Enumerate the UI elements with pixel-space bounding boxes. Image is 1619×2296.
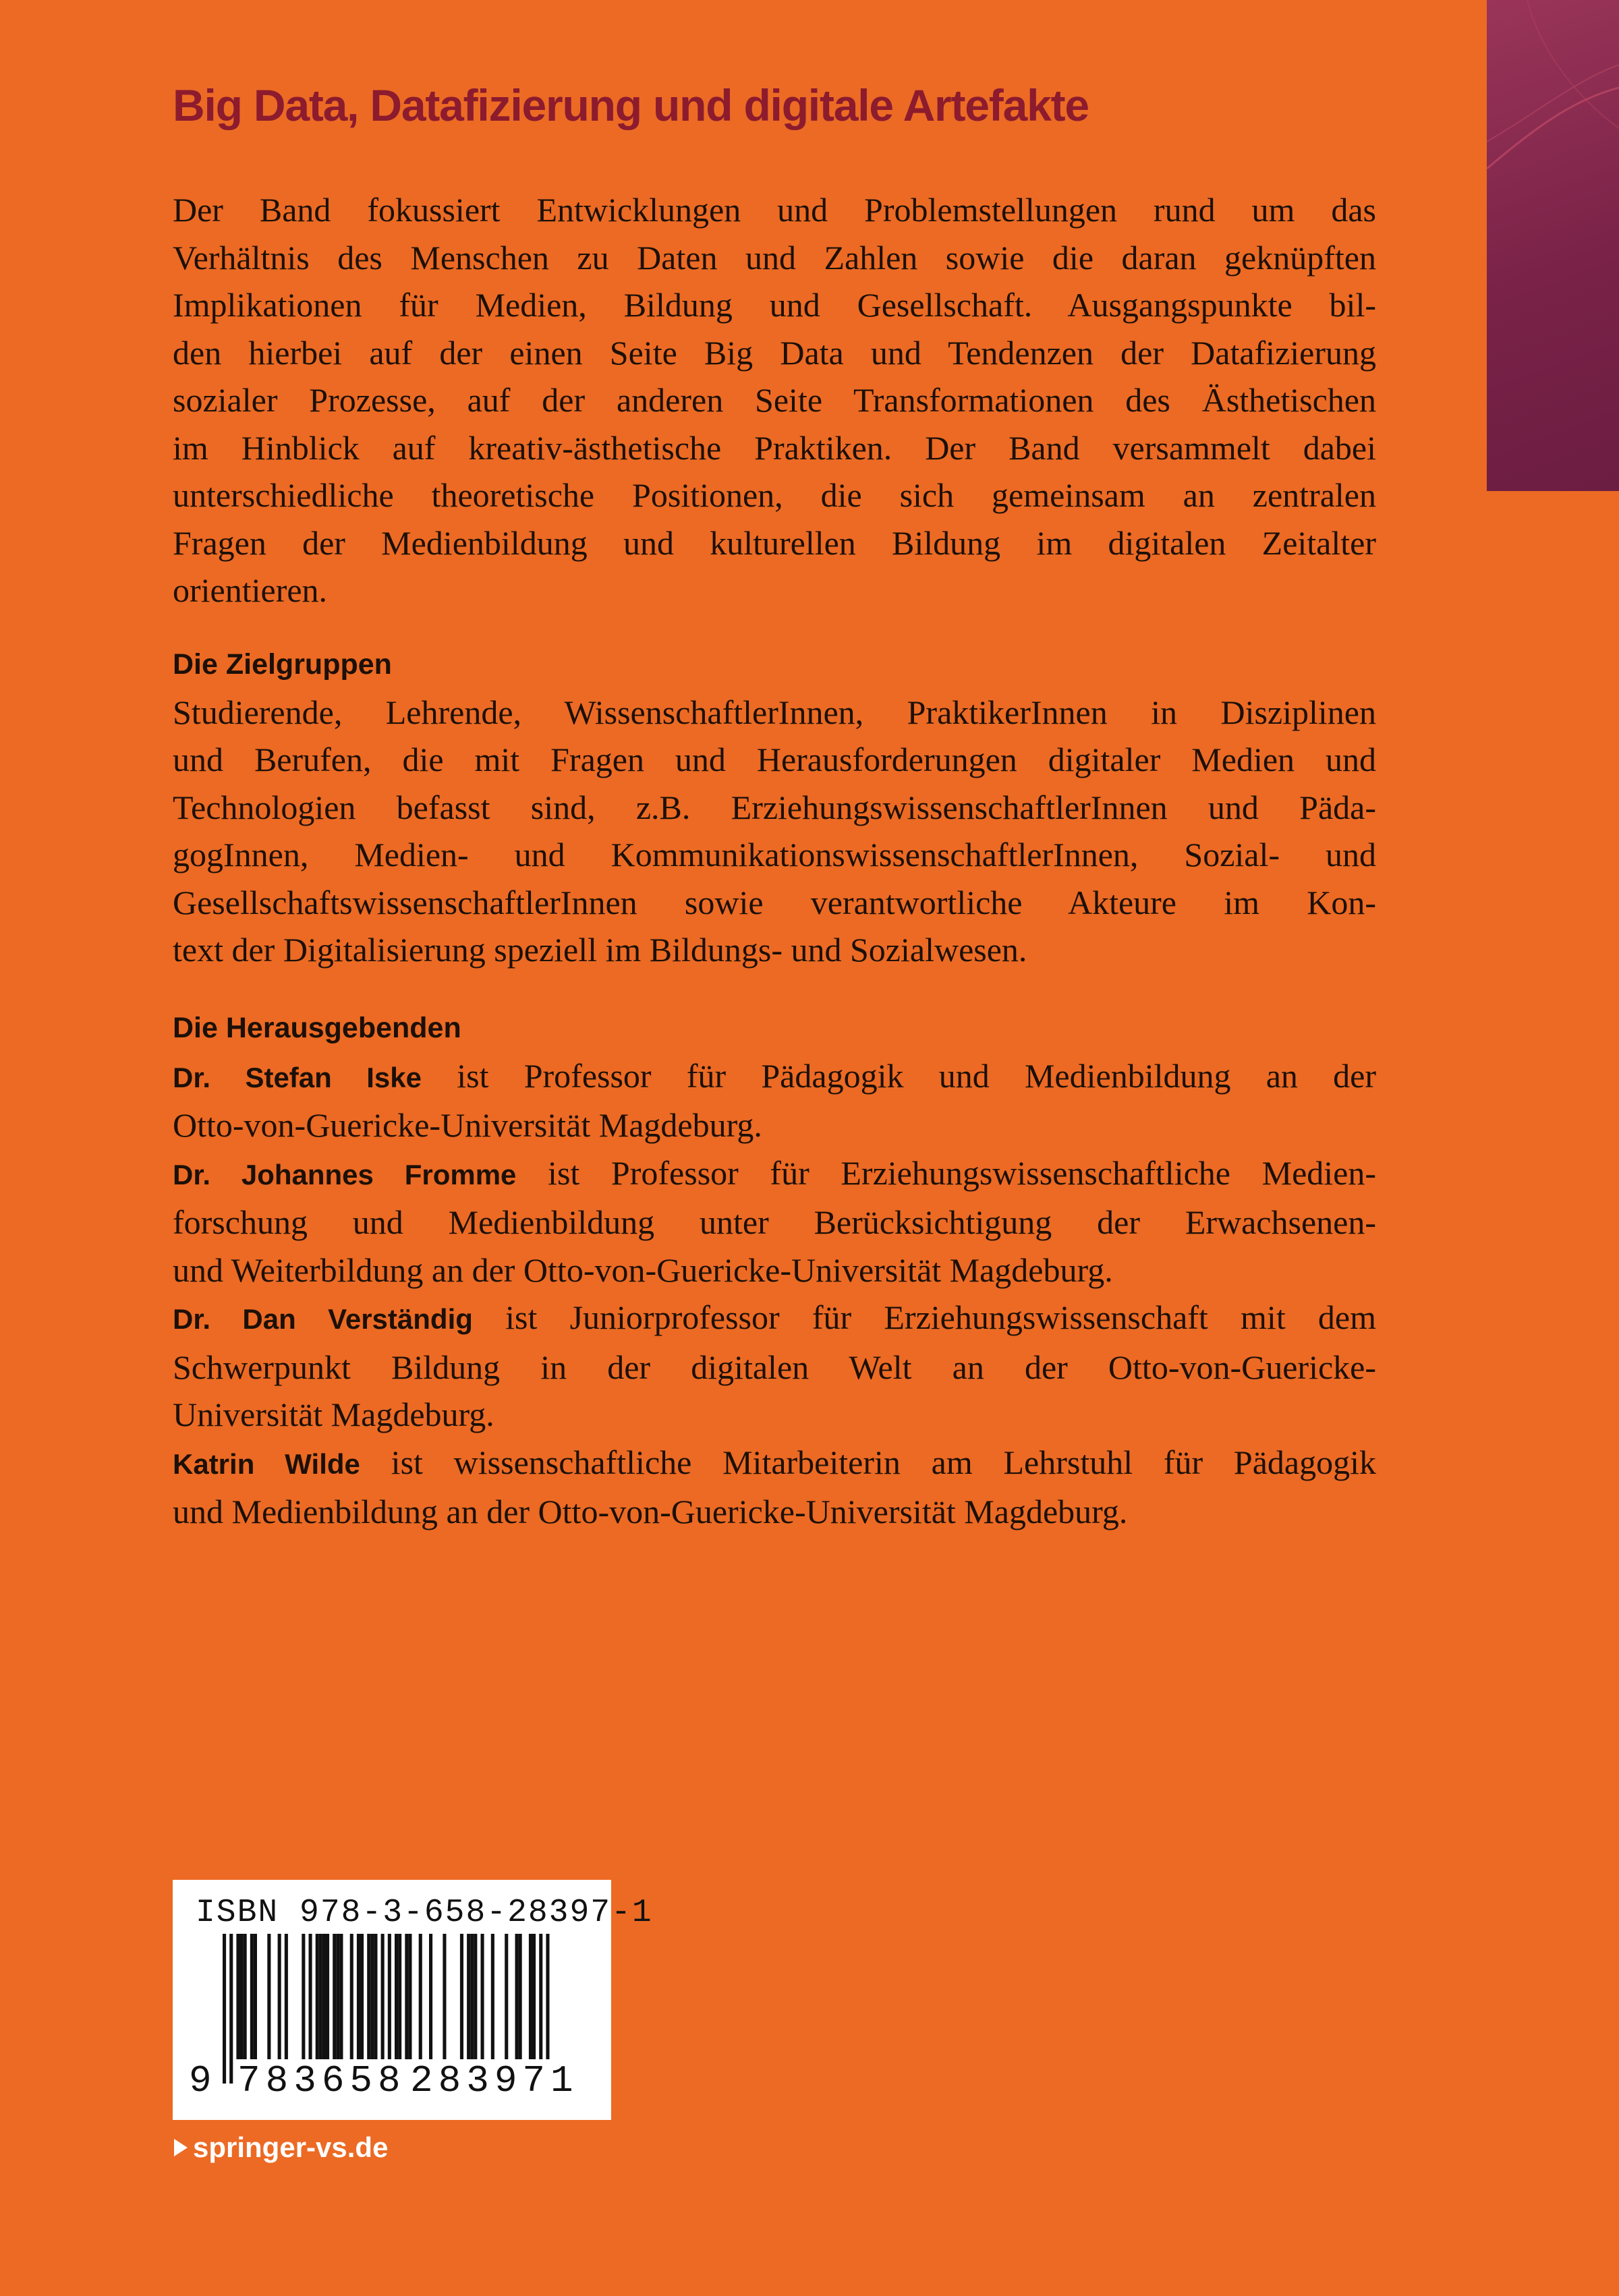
target-groups-line: und Berufen, die mit Fragen und Herausforderungen digitaler Medien und xyxy=(173,741,1376,778)
barcode-bar xyxy=(333,1934,336,2059)
barcode-bar xyxy=(240,1934,244,2059)
book-title: Big Data, Datafizierung und digitale Artefakte xyxy=(173,80,1089,130)
barcode-bar xyxy=(481,1934,484,2059)
barcode-bar xyxy=(339,1934,343,2059)
barcode-bar xyxy=(244,1934,247,2059)
barcode-bar xyxy=(316,1934,319,2059)
editor-bio xyxy=(173,1294,1376,1439)
barcode-bar xyxy=(350,1934,353,2059)
barcode-bar xyxy=(322,1934,326,2059)
barcode-bar xyxy=(395,1934,398,2059)
editor-bio-line: und Weiterbildung an der Otto-von-Guericke-Universität Magdeburg. xyxy=(173,1251,1113,1289)
barcode-bar xyxy=(519,1934,522,2059)
editor-bio-line: ist wissenschaftliche Mitarbeiterin am Lehrstuhl für Pädagogik xyxy=(391,1443,1377,1481)
barcode-bar xyxy=(302,1934,305,2059)
barcode-bar xyxy=(285,1934,288,2059)
editor-name: Dr. Stefan Iske xyxy=(173,1061,422,1093)
barcode-bar xyxy=(443,1934,446,2059)
barcode-bar xyxy=(474,1934,477,2059)
barcode-digits-right: 283971 xyxy=(410,2059,579,2102)
target-groups-section xyxy=(173,645,1376,974)
target-groups-line: gogInnen, Medien- und KommunikationswissenschaftlerInnen, Sozial- und xyxy=(173,836,1376,873)
back-cover-text xyxy=(173,186,1376,1536)
barcode-bar xyxy=(250,1934,254,2059)
description-line: den hierbei auf der einen Seite Big Data und Tendenzen der Datafizierung xyxy=(173,333,1376,372)
barcode-bar xyxy=(357,1934,360,2059)
editor-bio-line: ist Professor für Pädagogik und Medienbildung an der xyxy=(457,1056,1377,1095)
barcode-bar xyxy=(229,1934,233,2084)
target-groups-line: Technologien befasst sind, z.B. ErziehungswissenschaftlerInnen und Päda- xyxy=(173,788,1376,826)
barcode-bar xyxy=(515,1934,519,2059)
barcode-bar xyxy=(470,1934,474,2059)
barcode-bar xyxy=(532,1934,536,2059)
editor-bio xyxy=(173,1052,1376,1149)
barcode-bar xyxy=(408,1934,411,2059)
barcode-digit-first: 9 xyxy=(189,2059,212,2102)
barcode-bar xyxy=(319,1934,322,2059)
editor-bio xyxy=(173,1149,1376,1294)
barcode-bar xyxy=(367,1934,370,2059)
description-line: orientieren. xyxy=(173,571,328,609)
editor-bio-line: Otto-von-Guericke-Universität Magdeburg. xyxy=(173,1106,762,1144)
barcode-bar xyxy=(360,1934,364,2059)
barcode-bar xyxy=(267,1934,271,2059)
target-groups-heading: Die Zielgruppen xyxy=(173,648,392,681)
barcode-bar xyxy=(278,1934,281,2059)
website-label: springer-vs.de xyxy=(193,2131,389,2163)
barcode-bar xyxy=(529,1934,532,2059)
barcode-bar xyxy=(419,1934,422,2059)
barcode-bar xyxy=(374,1934,377,2059)
barcode-bar xyxy=(505,1934,508,2059)
editor-bio-line: Universität Magdeburg. xyxy=(173,1396,494,1433)
description-line: sozialer Prozesse, auf der anderen Seite Transformationen des Ästhetischen xyxy=(173,381,1376,419)
editor-name: Dr. Dan Verständig xyxy=(173,1303,473,1335)
editors-heading: Die Herausgebenden xyxy=(173,1011,461,1044)
editors-section xyxy=(173,1009,1376,1536)
editor-bio-line: ist Juniorprofessor für Erziehungswissenschaft mit dem xyxy=(505,1298,1377,1336)
barcode-bar xyxy=(336,1934,339,2059)
barcode-bar xyxy=(429,1934,432,2059)
editor-bio xyxy=(173,1439,1376,1536)
barcode-bar xyxy=(370,1934,374,2059)
description xyxy=(173,186,1376,614)
editor-name: Katrin Wilde xyxy=(173,1447,360,1480)
description-line: Verhältnis des Menschen zu Daten und Zahlen sowie die daran geknüpften xyxy=(173,238,1376,277)
barcode-bar xyxy=(254,1934,257,2059)
corner-decoration xyxy=(1487,0,1619,491)
barcode-bar xyxy=(467,1934,470,2059)
isbn-barcode xyxy=(173,1880,653,2120)
arrow-right-icon xyxy=(174,2139,188,2156)
barcode-bar xyxy=(309,1934,312,2059)
barcode-bar xyxy=(460,1934,463,2059)
editor-bio-line: Schwerpunkt Bildung in der digitalen Welt an der Otto-von-Guericke- xyxy=(173,1348,1376,1386)
barcode-bar xyxy=(405,1934,408,2059)
barcode-bar xyxy=(398,1934,401,2059)
barcode-bar xyxy=(236,1934,239,2059)
barcode-digits-left: 783658 xyxy=(237,2059,406,2102)
editor-bio-line: forschung und Medienbildung unter Berücksichtigung der Erwachsenen- xyxy=(173,1203,1376,1241)
description-line: Implikationen für Medien, Bildung und Gesellschaft. Ausgangspunkte bil- xyxy=(173,286,1376,324)
isbn-label: ISBN 978-3-658-28397-1 xyxy=(196,1895,653,1931)
editor-bio-line: ist Professor für Erziehungswissenschaftliche Medien- xyxy=(548,1153,1376,1192)
description-line: Fragen der Medienbildung und kulturellen Bildung im digitalen Zeitalter xyxy=(173,523,1376,562)
barcode-bar xyxy=(491,1934,494,2059)
target-groups-line: Studierende, Lehrende, WissenschaftlerInnen, PraktikerInnen in Disziplinen xyxy=(173,693,1376,731)
publisher-website[interactable] xyxy=(174,2131,388,2164)
editor-name: Dr. Johannes Fromme xyxy=(173,1158,517,1190)
description-line: Der Band fokussiert Entwicklungen und Problemstellungen rund um das xyxy=(173,191,1376,229)
description-line: unterschiedliche theoretische Positionen, die sich gemeinsam an zentralen xyxy=(173,476,1376,514)
target-groups-line: GesellschaftswissenschaftlerInnen sowie verantwortliche Akteure im Kon- xyxy=(173,883,1376,921)
barcode-bar xyxy=(223,1934,226,2084)
target-groups-line: text der Digitalisierung speziell im Bildungs- und Sozialwesen. xyxy=(173,931,1027,969)
editor-bio-line: und Medienbildung an der Otto-von-Guericke-Universität Magdeburg. xyxy=(173,1493,1128,1530)
description-line: im Hinblick auf kreativ-ästhetische Praktiken. Der Band versammelt dabei xyxy=(173,428,1376,467)
barcode-bar xyxy=(326,1934,329,2059)
